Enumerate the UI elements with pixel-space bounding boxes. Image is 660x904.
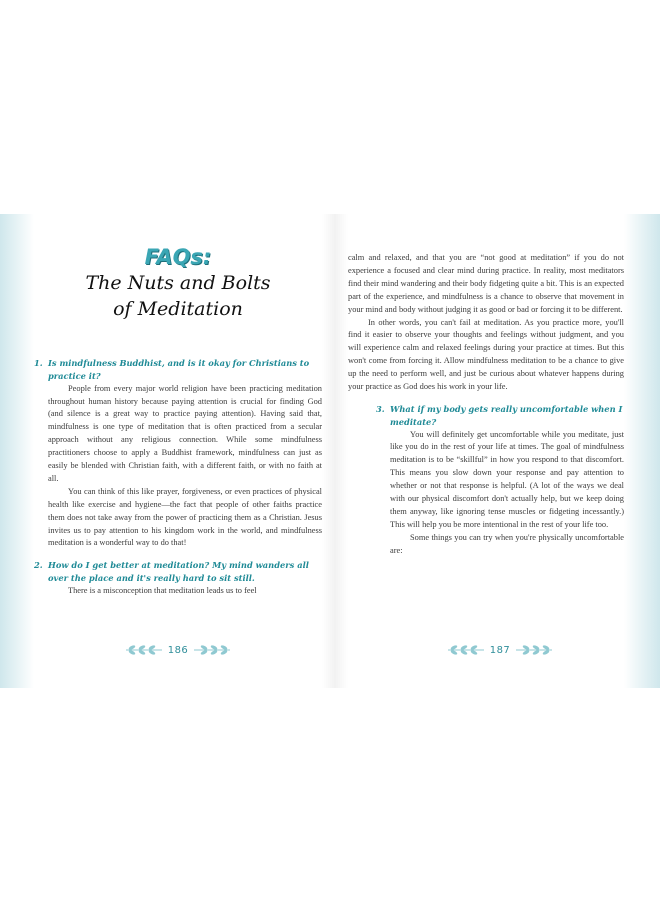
answer-paragraph: You can think of this like prayer, forgiveness, or even practices of physical health like exercise and hygiene—the fact that people of other faiths practice them does not take away from the power of practicing them as a Christian. Jesus invites us to pay attention to his kingdom work in the world, and mindfulness meditation is a wonderful way to do that!: [48, 486, 322, 548]
page-number: 186: [167, 644, 189, 656]
title-line-2: of Meditation: [113, 298, 243, 320]
right-page-edge: [624, 214, 660, 688]
continued-paragraph: calm and relaxed, and that you are “not good at meditation” if you do not experience a focused and clear mind during practice. In reality, most meditators find their mind wandering and their body fidgeting quite a bit. This is an expected part of the experience, and mindfulness is a chance to observe that movement in your mind and body without judging it as good or bad or forcing it to be different.: [348, 253, 624, 314]
question-1: [34, 357, 322, 383]
book-spread: [0, 214, 660, 688]
question-number: 1.: [34, 358, 43, 368]
leaf-sprig-icon: [446, 644, 486, 656]
question-2: [34, 559, 322, 585]
left-page: [34, 214, 322, 688]
question-number: 2.: [34, 560, 43, 571]
left-page-edge: [0, 214, 34, 688]
question-text: How do I get better at meditation? My mind wanders all over the place and it's really hard to sit still.: [48, 560, 309, 584]
leaf-sprig-icon: [514, 644, 554, 656]
left-body: [34, 357, 322, 598]
question-text: What if my body gets really uncomfortable when I meditate?: [390, 403, 623, 427]
question-number: 3.: [376, 403, 385, 414]
right-page: [348, 214, 624, 688]
chapter-title: [34, 244, 322, 322]
answer-paragraph: You will definitely get uncomfortable while you meditate, just like you do in the rest of your life at times. The goal of mindfulness meditation is to be “skillful” in how you respond to that discomfort. This means you slow down your response and pay attention to whether or not that response is helpful. (A lot of the ways we deal with our physical discomfort don't actually help, but we keep doing them anyway, like ignoring tense muscles or fidgeting incessantly.) This will help you be more intentional in the rest of your life too.: [390, 429, 624, 529]
answer-paragraph: People from every major world religion have been practicing meditation throughout human history because paying attention is crucial for finding God (and silence is a great way to practice paying attention). Having said that, mindfulness is one type of meditation that is often practiced from a secular approach without any religious connection. While some mindfulness practitioners choose to apply a Buddhist framework, mindfulness can just as easily be blended with Christian faith, with a different faith, or with no faith at all.: [48, 383, 322, 483]
question-3: [376, 403, 624, 429]
answer-paragraph: Some things you can try when you're physically uncomfortable are:: [390, 532, 624, 555]
left-footer: [34, 644, 322, 656]
body-paragraph: In other words, you can't fail at meditation. As you practice more, you'll find it easier to observe your thoughts and feelings without judgment, and you will experience calm and relaxed feelings during your practice at times. But this won't come from forcing it. Allow mindfulness meditation to be a chance to give up the need to perform well, and just be curious about whatever happens during your practice as God does his work in your life.: [348, 317, 624, 392]
right-body: [348, 252, 624, 558]
title-line-1: The Nuts and Bolts: [85, 272, 271, 294]
question-text: Is mindfulness Buddhist, and is it okay for Christians to practice it?: [48, 358, 310, 381]
leaf-sprig-icon: [192, 644, 232, 656]
title-faqs: FAQs:: [144, 245, 212, 269]
page-number: 187: [489, 644, 511, 656]
leaf-sprig-icon: [124, 644, 164, 656]
answer-paragraph: There is a misconception that meditation leads us to feel: [68, 585, 257, 595]
gutter: [322, 214, 348, 688]
right-footer: [362, 644, 638, 656]
